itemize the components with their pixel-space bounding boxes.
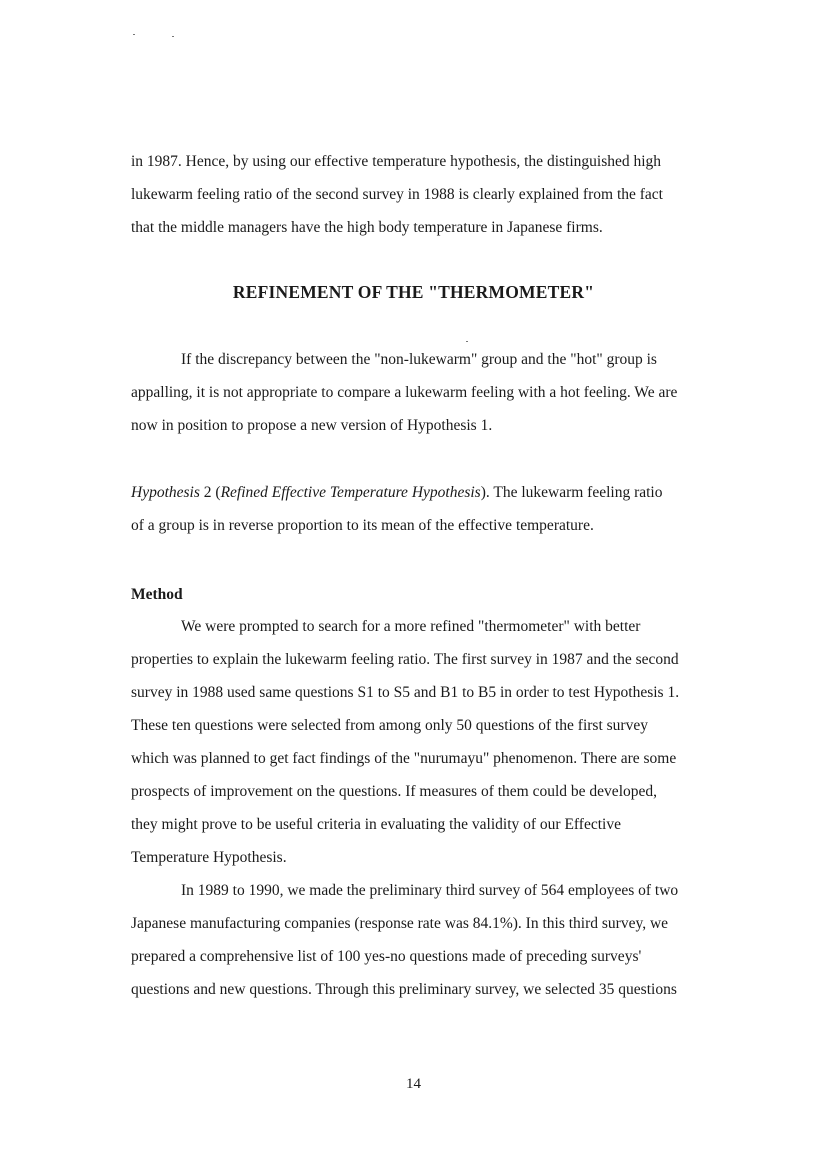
text-line: in 1987. Hence, by using our effective temperature hypothesis, the distinguished high: [131, 153, 662, 170]
text-line: lukewarm feeling ratio of the second survey in 1988 is clearly explained from the fact: [131, 186, 663, 203]
page-number: 14: [406, 1076, 421, 1092]
text-line: prepared a comprehensive list of 100 yes-no questions made of preceding surveys': [131, 948, 642, 965]
intro-paragraph: [131, 145, 731, 244]
method-paragraph: [131, 610, 731, 874]
text-line: If the discrepancy between the "non-lukewarm" group and the "hot" group is: [181, 351, 657, 368]
text-line: Japanese manufacturing companies (response rate was 84.1%). In this third survey, we: [131, 915, 669, 932]
text-line: now in position to propose a new version of Hypothesis 1.: [131, 417, 493, 434]
hypothesis-close: ).: [480, 484, 490, 501]
text-line: Temperature Hypothesis.: [131, 849, 287, 866]
text-line: properties to explain the lukewarm feeling ratio. The first survey in 1987 and the second: [131, 651, 679, 668]
text-line: of a group is in reverse proportion to its mean of the effective temperature.: [131, 517, 594, 534]
hypothesis-name: Refined Effective Temperature Hypothesis: [220, 484, 481, 501]
text-line: that the middle managers have the high body temperature in Japanese firms.: [131, 219, 603, 236]
section-heading: REFINEMENT OF THE "THERMOMETER": [232, 282, 595, 302]
survey-paragraph: [131, 874, 731, 1006]
text-line: prospects of improvement on the questions. If measures of them could be developed,: [131, 783, 658, 800]
discrepancy-paragraph: [131, 343, 731, 442]
text-line: questions and new questions. Through this preliminary survey, we selected 35 questions: [131, 981, 677, 998]
text-line: These ten questions were selected from among only 50 questions of the first survey: [131, 717, 648, 734]
hypothesis-statement-start: The lukewarm feeling ratio: [489, 484, 663, 501]
text-line: We were prompted to search for a more refined "thermometer" with better: [181, 618, 641, 635]
hypothesis-2-paragraph: [131, 476, 731, 542]
hypothesis-number: 2 (: [199, 484, 221, 501]
text-line: [131, 476, 731, 509]
scan-speck: [133, 34, 135, 35]
text-line: appalling, it is not appropriate to compare a lukewarm feeling with a hot feeling. We are: [131, 384, 678, 401]
scan-speck: [172, 36, 174, 37]
text-line: they might prove to be useful criteria in evaluating the validity of our Effective: [131, 816, 621, 833]
method-heading: Method: [131, 586, 183, 603]
text-line: In 1989 to 1990, we made the preliminary third survey of 564 employees of two: [181, 882, 679, 899]
text-line: survey in 1988 used same questions S1 to S5 and B1 to B5 in order to test Hypothesis 1.: [131, 684, 680, 701]
scan-speck: [466, 341, 468, 342]
text-line: which was planned to get fact findings of the "nurumayu" phenomenon. There are some: [131, 750, 677, 767]
hypothesis-label: Hypothesis: [131, 484, 200, 501]
